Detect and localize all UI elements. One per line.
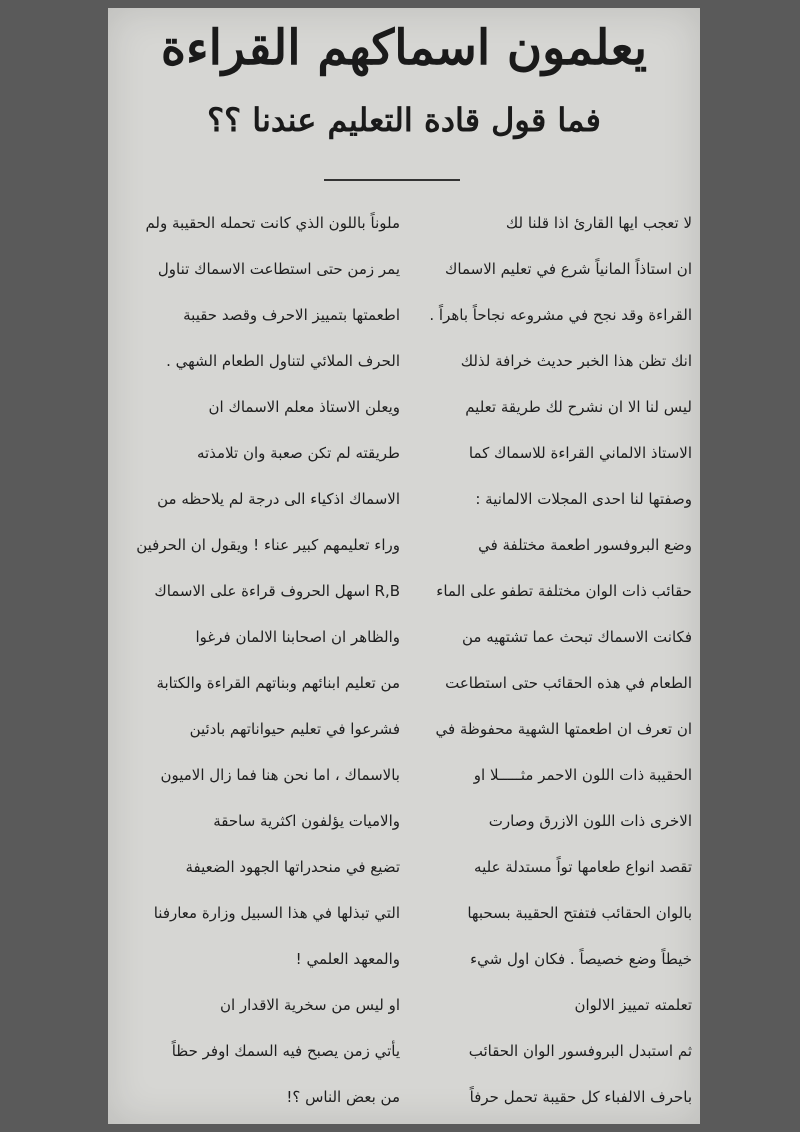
title-divider [324, 179, 460, 181]
text-line: ليس لنا الا ان نشرح لك طريقة تعليم [465, 398, 692, 416]
text-line: التي تبذلها في هذا السبيل وزارة معارفنا [153, 904, 400, 922]
text-line: ملوناً باللون الذي كانت تحمله الحقيبة ولم [145, 214, 400, 232]
text-line: فشرعوا في تعليم حيواناتهم بادئين [189, 720, 400, 738]
text-line: بالاسماك ، اما نحن هنا فما زال الاميون [160, 766, 400, 784]
subheadline: فما قول قادة التعليم عندنا ؟؟ [207, 101, 601, 139]
text-line: من بعض الناس ؟! [286, 1088, 400, 1106]
text-line: الطعام في هذه الحقائب حتى استطاعت [445, 674, 692, 692]
text-line: او ليس من سخرية الاقدار ان [219, 996, 400, 1014]
text-line: اطعمتها بتمييز الاحرف وقصد حقيبة [183, 306, 400, 324]
text-line: ان تعرف ان اطعمتها الشهية محفوظة في [435, 720, 692, 738]
text-line: حقائب ذات الوان مختلفة تطفو على الماء [436, 582, 692, 600]
article-column-right [406, 200, 692, 1120]
text-line: الاخرى ذات اللون الازرق وصارت [488, 812, 692, 830]
text-line: ثم استبدل البروفسور الوان الحقائب [468, 1042, 692, 1060]
text-line: وراء تعليمهم كبير عناء ! ويقول ان الحرفين [136, 536, 400, 554]
text-line: ويعلن الاستاذ معلم الاسماك ان [208, 398, 400, 416]
text-line: والاميات يؤلفون اكثرية ساحقة [213, 812, 400, 830]
text-line: باحرف الالفباء كل حقيبة تحمل حرفاً [469, 1088, 692, 1106]
text-line: طريقته لم تكن صعبة وان تلامذته [196, 444, 400, 462]
text-line: بالوان الحقائب فتفتح الحقيبة بسحبها [467, 904, 692, 922]
text-line: يمر زمن حتى استطاعت الاسماك تناول [157, 260, 400, 278]
text-line: القراءة وقد نجح في مشروعه نجاحاً باهراً . [429, 306, 692, 324]
text-line: وضع البروفسور اطعمة مختلفة في [478, 536, 692, 554]
headline: يعلمون اسماكهم القراءة [160, 20, 648, 76]
text-line: تضيع في منحدراتها الجهود الضعيفة [185, 858, 400, 876]
text-line: تعلمته تمييز الالوان [574, 996, 692, 1014]
text-line: R,B اسهل الحروف قراءة على الاسماك [154, 582, 400, 600]
text-line: الحرف الملائي لتناول الطعام الشهي . [166, 352, 400, 370]
text-line: الاستاذ الالماني القراءة للاسماك كما [468, 444, 692, 462]
text-line: يأتي زمن يصبح فيه السمك اوفر حظاً [171, 1042, 400, 1060]
text-line: فكانت الاسماك تبحث عما تشتهيه من [462, 628, 692, 646]
text-line: وصفتها لنا احدى المجلات الالمانية : [475, 490, 692, 508]
text-line: تقصد انواع طعامها تواً مستدلة عليه [474, 858, 692, 876]
newspaper-clipping [108, 8, 700, 1124]
text-line: والظاهر ان اصحابنا الالمان فرغوا [195, 628, 400, 646]
text-line: انك تظن هذا الخبر حديث خرافة لذلك [460, 352, 692, 370]
text-line: الاسماك اذكياء الى درجة لم يلاحظه من [157, 490, 400, 508]
text-line: خيطاً وضع خصيصاً . فكان اول شيء [470, 950, 692, 968]
article-column-left [114, 200, 400, 1120]
text-line: الحقيبة ذات اللون الاحمر مثـــــلا او [473, 766, 692, 784]
text-line: ان استاذاً المانياً شرع في تعليم الاسماك [445, 260, 692, 278]
text-line: من تعليم ابنائهم وبناتهم القراءة والكتابة [156, 674, 400, 692]
text-line: والمعهد العلمي ! [295, 950, 400, 968]
text-line: لا تعجب ايها القارئ اذا قلنا لك [505, 214, 692, 232]
